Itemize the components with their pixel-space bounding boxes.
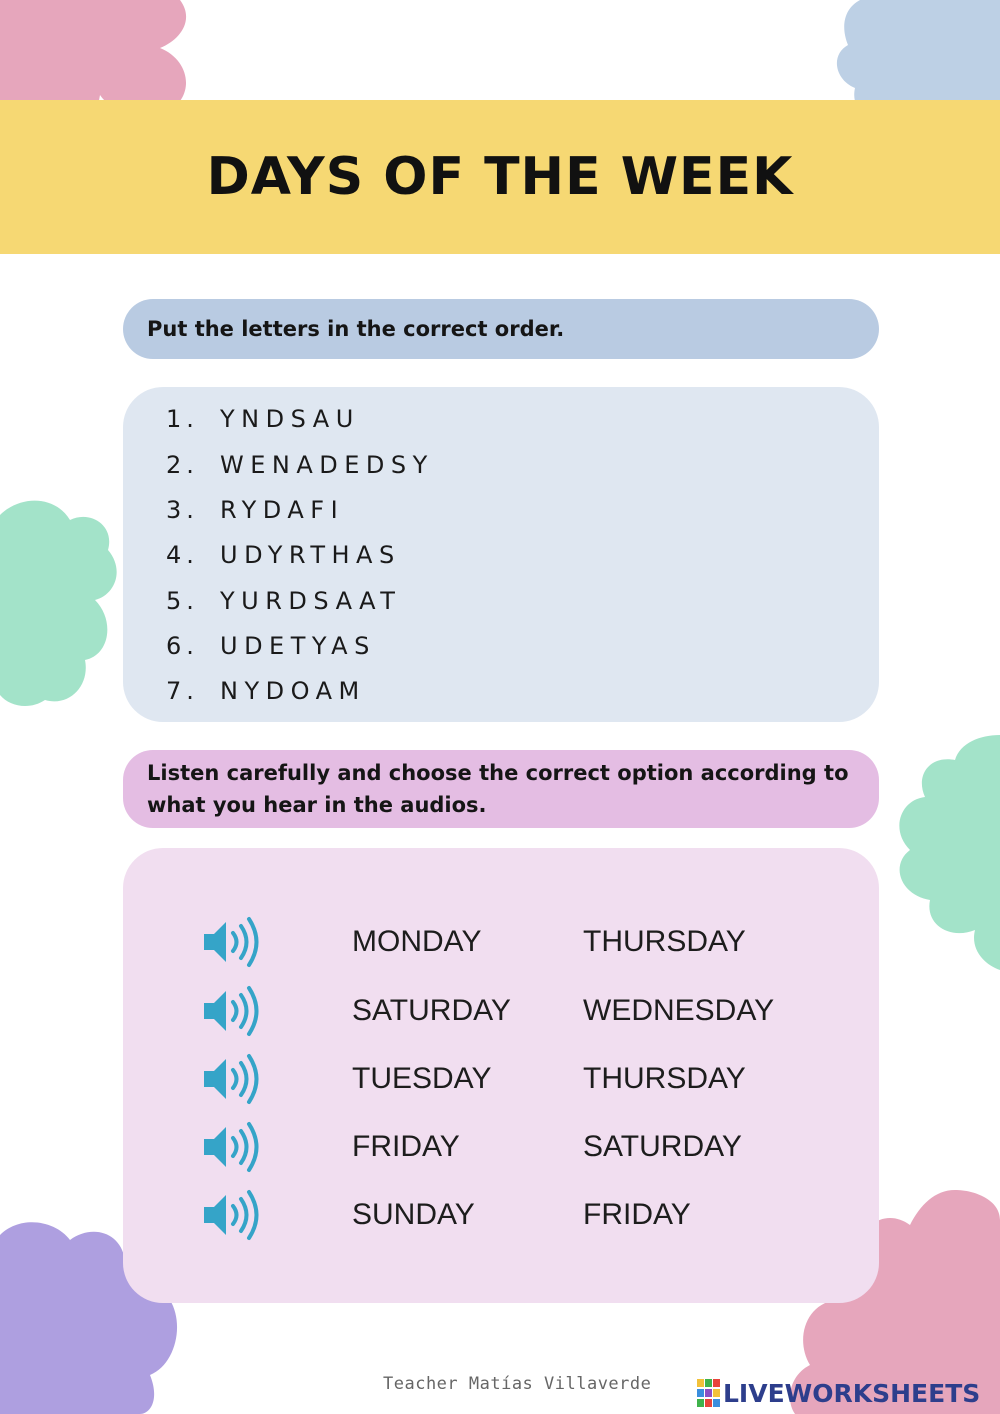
brand-logo[interactable] <box>697 1375 980 1411</box>
page-title: DAYS OF THE WEEK <box>206 147 794 207</box>
scramble-item <box>166 626 376 666</box>
item-number: 3. <box>166 496 199 524</box>
item-number: 4. <box>166 541 199 569</box>
answer-option[interactable]: THURSDAY <box>583 1062 746 1095</box>
scramble-item <box>166 399 360 439</box>
answer-option[interactable]: FRIDAY <box>583 1198 691 1231</box>
answer-option[interactable]: TUESDAY <box>352 1062 492 1095</box>
scrambled-word: YURDSAAT <box>220 587 402 615</box>
audio-question-row <box>0 1187 1000 1247</box>
item-number: 5. <box>166 587 199 615</box>
speaker-icon[interactable] <box>200 1119 264 1175</box>
item-number: 7. <box>166 677 199 705</box>
mint-blob-left <box>0 495 120 710</box>
answer-option[interactable]: THURSDAY <box>583 925 746 958</box>
scrambled-word: WENADEDSY <box>220 451 434 479</box>
speaker-icon[interactable] <box>200 914 264 970</box>
answer-option[interactable]: SUNDAY <box>352 1198 475 1231</box>
scramble-item <box>166 490 344 530</box>
scramble-item <box>166 535 401 575</box>
speaker-icon[interactable] <box>200 983 264 1039</box>
scramble-item <box>166 671 366 711</box>
instruction-unscramble: Put the letters in the correct order. <box>123 299 879 359</box>
audio-question-row <box>0 1051 1000 1111</box>
scrambled-word: UDETYAS <box>220 632 376 660</box>
answer-option[interactable]: FRIDAY <box>352 1130 460 1163</box>
scrambled-word: YNDSAU <box>220 405 360 433</box>
scrambled-word: UDYRTHAS <box>220 541 401 569</box>
scrambled-word: NYDOAM <box>220 677 366 705</box>
scramble-item <box>166 581 401 621</box>
speaker-icon[interactable] <box>200 1051 264 1107</box>
author-credit: Teacher Matías Villaverde <box>383 1374 652 1394</box>
audio-question-row <box>0 1119 1000 1179</box>
scramble-item <box>166 445 434 485</box>
scrambled-word: RYDAFI <box>220 496 345 524</box>
item-number: 1. <box>166 405 199 433</box>
answer-option[interactable]: WEDNESDAY <box>583 994 775 1027</box>
speaker-icon[interactable] <box>200 1187 264 1243</box>
instruction-listen: Listen carefully and choose the correct option according to what you hear in the audios. <box>123 750 879 828</box>
answer-option[interactable]: MONDAY <box>352 925 482 958</box>
liveworksheets-logo-icon <box>697 1379 721 1407</box>
answer-option[interactable]: SATURDAY <box>583 1130 742 1163</box>
answer-option[interactable]: SATURDAY <box>352 994 511 1027</box>
item-number: 6. <box>166 632 199 660</box>
audio-question-row <box>0 983 1000 1043</box>
item-number: 2. <box>166 451 199 479</box>
audio-question-row <box>0 914 1000 974</box>
brand-name: LIVEWORKSHEETS <box>723 1378 981 1408</box>
